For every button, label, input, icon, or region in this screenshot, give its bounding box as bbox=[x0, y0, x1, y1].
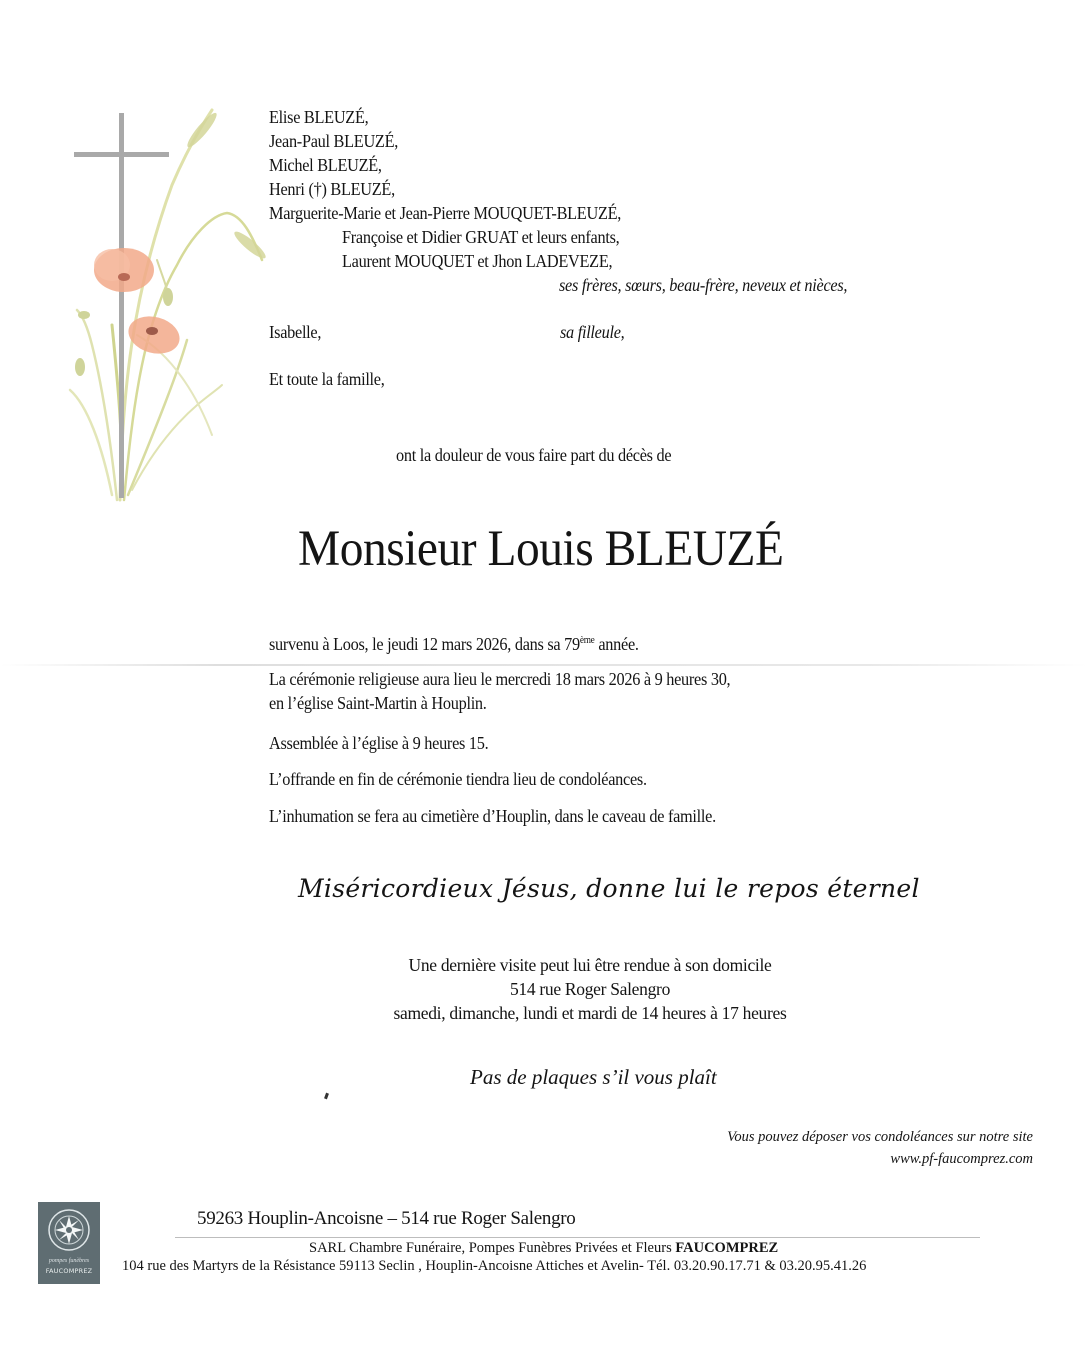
company-name: FAUCOMPREZ bbox=[675, 1240, 779, 1256]
company-line bbox=[309, 1240, 778, 1257]
cross-icon bbox=[74, 113, 169, 498]
visit-line-1: Une dernière visite peut lui être rendue à son domicile bbox=[408, 955, 772, 975]
company-logo bbox=[38, 1202, 100, 1284]
visit-line-3: samedi, dimanche, lundi et mardi de 14 heures à 17 heures bbox=[393, 1003, 787, 1023]
family-relation: ses frères, sœurs, beau-frère, neveux et nièces, bbox=[559, 275, 848, 295]
deceased-name: Monsieur Louis BLEUZÉ bbox=[298, 521, 784, 577]
burial-info: L’inhumation se fera au cimetière d’Houplin, dans le caveau de famille. bbox=[269, 806, 716, 826]
rosette-icon bbox=[38, 1202, 100, 1257]
family-member: Henri (†) BLEUZÉ, bbox=[269, 179, 395, 199]
death-info bbox=[269, 634, 639, 655]
death-info-text: survenu à Loos, le jeudi 12 mars 2026, dans sa 79 bbox=[269, 634, 580, 654]
death-info-end: année. bbox=[594, 634, 639, 654]
prayer-text: Miséricordieux Jésus, donne lui le repos éternel bbox=[298, 874, 920, 903]
cross-poppy-illustration bbox=[62, 95, 272, 505]
assembly-info: Assemblée à l’église à 9 heures 15. bbox=[269, 733, 489, 753]
family-member: Jean-Paul BLEUZÉ, bbox=[269, 131, 399, 151]
family-member: Elise BLEUZÉ, bbox=[269, 107, 369, 127]
scan-artifact-line bbox=[0, 664, 1088, 666]
ceremony-line-2: en l’église Saint-Martin à Houplin. bbox=[269, 693, 487, 713]
goddaughter-relation: sa filleule, bbox=[560, 322, 625, 342]
ordinal-suffix: ème bbox=[579, 635, 595, 646]
condolences-url[interactable]: www.pf-faucomprez.com bbox=[890, 1151, 1033, 1167]
visit-line-2: 514 rue Roger Salengro bbox=[509, 979, 671, 999]
no-plaques-notice: Pas de plaques s’il vous plaît bbox=[470, 1065, 717, 1089]
whole-family: Et toute la famille, bbox=[269, 369, 385, 389]
wheat-ears bbox=[184, 110, 269, 262]
family-member-indented: Françoise et Didier GRUAT et leurs enfants, bbox=[342, 227, 620, 247]
logo-tagline: pompes funèbres bbox=[48, 1258, 90, 1264]
condolences-text: Vous pouvez déposer vos condoléances sur notre site bbox=[727, 1129, 1033, 1145]
scan-speck bbox=[324, 1093, 329, 1100]
funeral-home-address: 59263 Houplin-Ancoisne – 514 rue Roger Salengro bbox=[197, 1208, 576, 1229]
family-member: Marguerite-Marie et Jean-Pierre MOUQUET-BLEUZÉ, bbox=[269, 203, 622, 223]
goddaughter-name: Isabelle, bbox=[269, 322, 322, 342]
company-contact: 104 rue des Martyrs de la Résistance 59113 Seclin , Houplin-Ancoisne Attiches et Avelin- Tél. 03.20.90.17.71 & 03.20.95.41.26 bbox=[122, 1258, 867, 1274]
offering-info: L’offrande en fin de cérémonie tiendra lieu de condoléances. bbox=[269, 769, 647, 789]
announcement-text: ont la douleur de vous faire part du décès de bbox=[396, 445, 672, 465]
ceremony-line-1: La cérémonie religieuse aura lieu le mercredi 18 mars 2026 à 9 heures 30, bbox=[269, 669, 731, 689]
company-description: SARL Chambre Funéraire, Pompes Funèbres Privées et Fleurs bbox=[309, 1240, 676, 1256]
family-member: Michel BLEUZÉ, bbox=[269, 155, 382, 175]
footer-divider bbox=[175, 1237, 980, 1238]
family-member-indented: Laurent MOUQUET et Jhon LADEVEZE, bbox=[342, 251, 613, 271]
logo-brand: FAUCOMPREZ bbox=[45, 1267, 93, 1275]
